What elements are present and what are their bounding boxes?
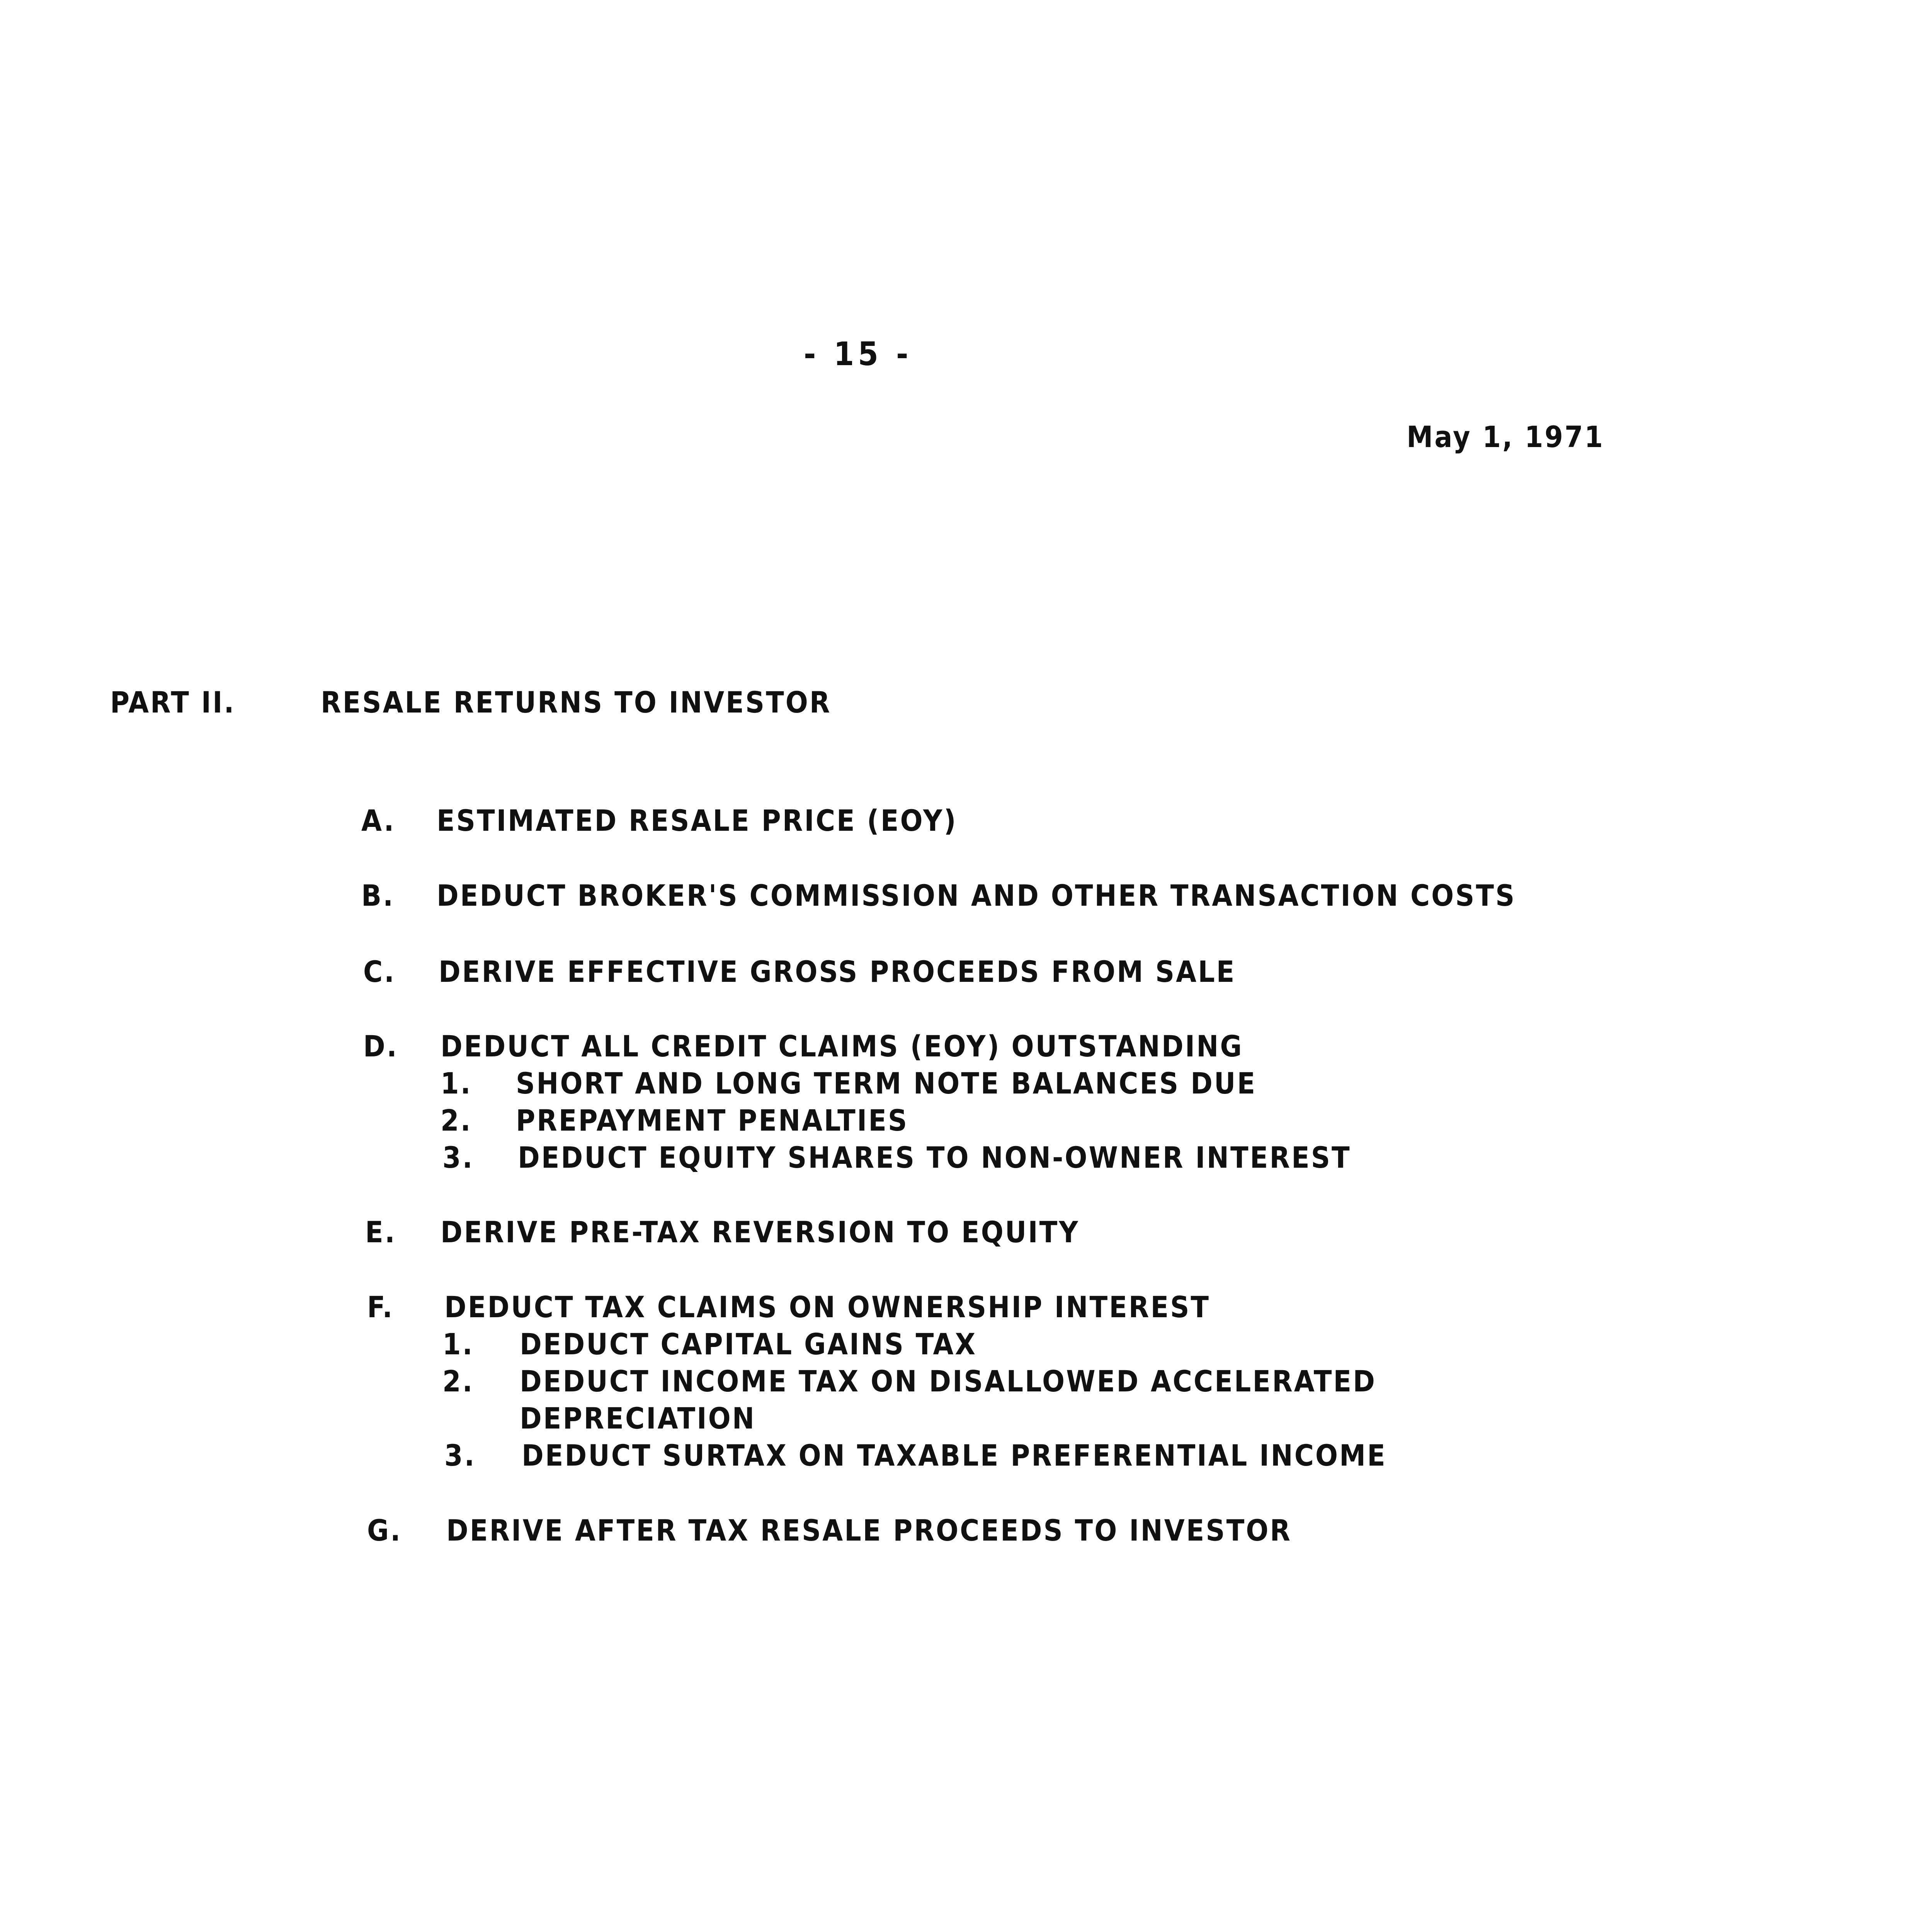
part-title: RESALE RETURNS TO INVESTOR [321,685,832,719]
item-g-text: DERIVE AFTER TAX RESALE PROCEEDS TO INVESTOR [446,1513,1292,1548]
item-b-marker: B. [361,878,395,913]
item-c-text: DERIVE EFFECTIVE GROSS PROCEEDS FROM SALE [439,954,1236,989]
item-f2-marker: 2. [442,1364,474,1398]
item-g-marker: G. [367,1513,402,1548]
item-d-marker: D. [363,1029,398,1063]
item-d-text: DEDUCT ALL CREDIT CLAIMS (EOY) OUTSTANDING [441,1029,1243,1063]
item-d3-text: DEDUCT EQUITY SHARES TO NON-OWNER INTEREST [518,1140,1351,1175]
item-f-text: DEDUCT TAX CLAIMS ON OWNERSHIP INTEREST [444,1290,1211,1324]
item-a-text: ESTIMATED RESALE PRICE (EOY) [437,803,958,838]
item-f3-text: DEDUCT SURTAX ON TAXABLE PREFERENTIAL INCOME [522,1438,1387,1473]
item-d3-marker: 3. [442,1140,474,1175]
item-d1-marker: 1. [441,1066,472,1100]
item-f2-text: DEDUCT INCOME TAX ON DISALLOWED ACCELERATED [520,1364,1376,1398]
item-d2-text: PREPAYMENT PENALTIES [516,1103,909,1138]
item-f2-continued-text: DEPRECIATION [520,1401,756,1435]
item-e-marker: E. [365,1215,396,1249]
item-c-marker: C. [363,954,396,989]
part-label: PART II. [110,685,236,719]
item-e-text: DERIVE PRE-TAX REVERSION TO EQUITY [441,1215,1080,1249]
item-d2-marker: 2. [441,1103,472,1138]
item-b-text: DEDUCT BROKER'S COMMISSION AND OTHER TRANSACTION COSTS [437,878,1516,913]
page-number: - 15 - [804,335,912,373]
item-f1-text: DEDUCT CAPITAL GAINS TAX [520,1327,977,1361]
item-a-marker: A. [361,803,396,838]
item-f3-marker: 3. [444,1438,476,1473]
document-date: May 1, 1971 [1407,420,1604,454]
item-f1-marker: 1. [442,1327,474,1361]
item-d1-text: SHORT AND LONG TERM NOTE BALANCES DUE [516,1066,1257,1100]
item-f-marker: F. [367,1290,394,1324]
